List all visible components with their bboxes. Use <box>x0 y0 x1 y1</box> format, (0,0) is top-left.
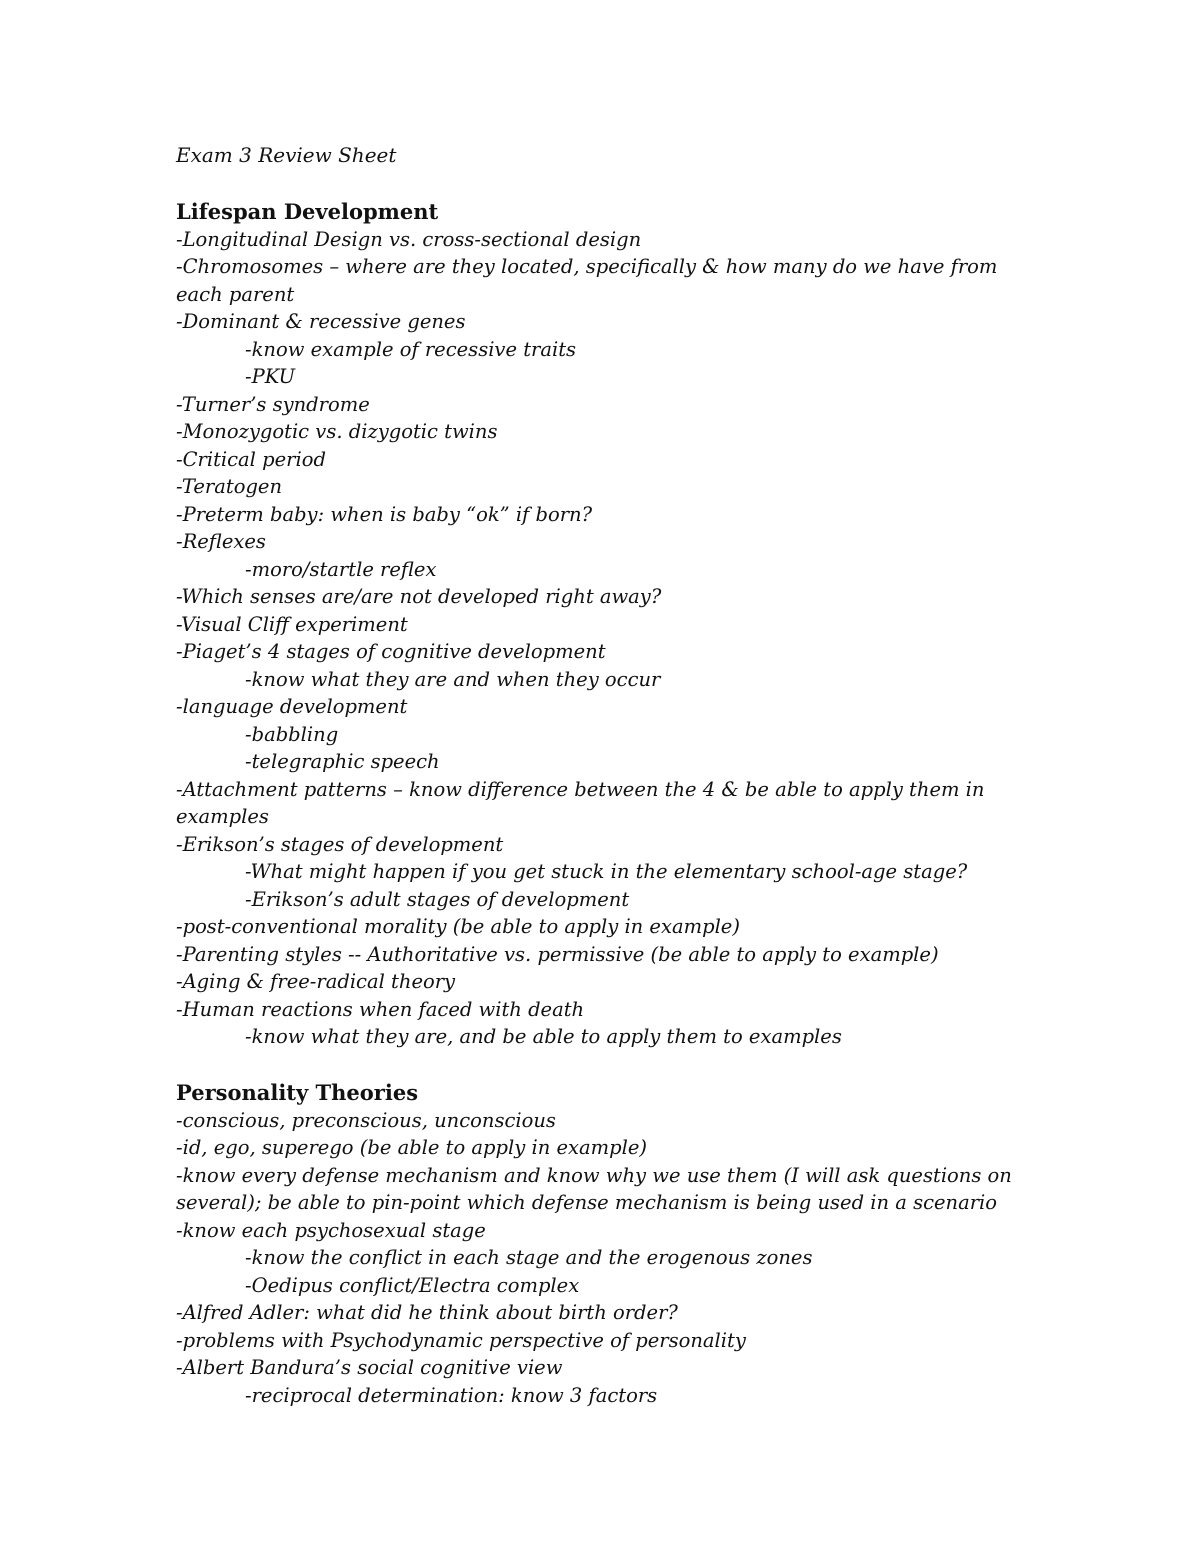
list-item: -Turner’s syndrome <box>176 392 370 416</box>
list-item: examples <box>176 805 269 828</box>
sub-list-item: -telegraphic speech <box>245 750 440 773</box>
list-item: -Which senses are/are not developed right away? <box>176 585 662 608</box>
list-item: -problems with Psychodynamic perspective of personality <box>176 1328 746 1352</box>
list-item: several); be able to pin-point which defense mechanism is being used in a scenario <box>176 1191 998 1214</box>
list-item: -Preterm baby: when is baby “ok” if born? <box>176 502 593 526</box>
list-item: -Visual Cliff experiment <box>176 612 408 636</box>
list-item: -Longitudinal Design vs. cross-sectional design <box>176 227 642 251</box>
sub-list-item: -know what they are, and be able to apply them to examples <box>245 1025 842 1048</box>
list-item: -Critical period <box>176 447 326 471</box>
sub-list-item: -Erikson’s adult stages of development <box>245 887 630 911</box>
list-item: -Piaget’s 4 stages of cognitive development <box>176 640 606 663</box>
sub-list-item: -moro/startle reflex <box>245 557 437 581</box>
document-page <box>176 142 1036 1409</box>
sub-list-item: -babbling <box>245 722 339 746</box>
section-heading: Personality Theories <box>176 1079 419 1105</box>
list-item: -Parenting styles -- Authoritative vs. permissive (be able to apply to example) <box>176 942 939 966</box>
list-item: -know each psychosexual stage <box>176 1218 486 1242</box>
list-item: -Erikson’s stages of development <box>176 832 504 856</box>
list-item: -Reflexes <box>176 530 266 553</box>
document-title: Exam 3 Review Sheet <box>176 143 397 167</box>
list-item: -language development <box>176 695 408 718</box>
sub-list-item: -What might happen if you get stuck in the elementary school-age stage? <box>245 860 968 883</box>
sub-list-item: -know the conflict in each stage and the erogenous zones <box>245 1246 813 1269</box>
list-item: -Albert Bandura’s social cognitive view <box>176 1356 563 1379</box>
sub-list-item: -know what they are and when they occur <box>245 667 661 691</box>
list-item: each parent <box>176 282 295 306</box>
list-item: -Dominant & recessive genes <box>176 310 466 333</box>
list-item: -Attachment patterns – know difference between the 4 & be able to apply them in <box>176 777 985 801</box>
sub-list-item: -reciprocal determination: know 3 factors <box>245 1383 658 1407</box>
list-item: -Monozygotic vs. dizygotic twins <box>176 420 498 443</box>
section-heading: Lifespan Development <box>176 198 439 224</box>
section-gap <box>176 1051 1036 1078</box>
sub-list-item: -Oedipus conflict/Electra complex <box>245 1273 580 1297</box>
section-lifespan-development <box>176 197 1036 1051</box>
section-personality-theories <box>176 1078 1036 1410</box>
list-item: -Aging & free-radical theory <box>176 970 456 993</box>
list-item: -Alfred Adler: what did he think about birth order? <box>176 1301 678 1324</box>
sub-list-item: -know example of recessive traits <box>245 337 577 361</box>
list-item: -Teratogen <box>176 475 283 498</box>
list-item: -conscious, preconscious, unconscious <box>176 1108 556 1132</box>
list-item: -post-conventional morality (be able to apply in example) <box>176 915 740 938</box>
sections-container <box>176 197 1036 1410</box>
list-item: -id, ego, superego (be able to apply in example) <box>176 1136 647 1159</box>
list-item: -know every defense mechanism and know why we use them (I will ask questions on <box>176 1163 1012 1187</box>
list-item: -Chromosomes – where are they located, specifically & how many do we have from <box>176 255 998 278</box>
sub-list-item: -PKU <box>245 365 296 388</box>
list-item: -Human reactions when faced with death <box>176 997 585 1021</box>
